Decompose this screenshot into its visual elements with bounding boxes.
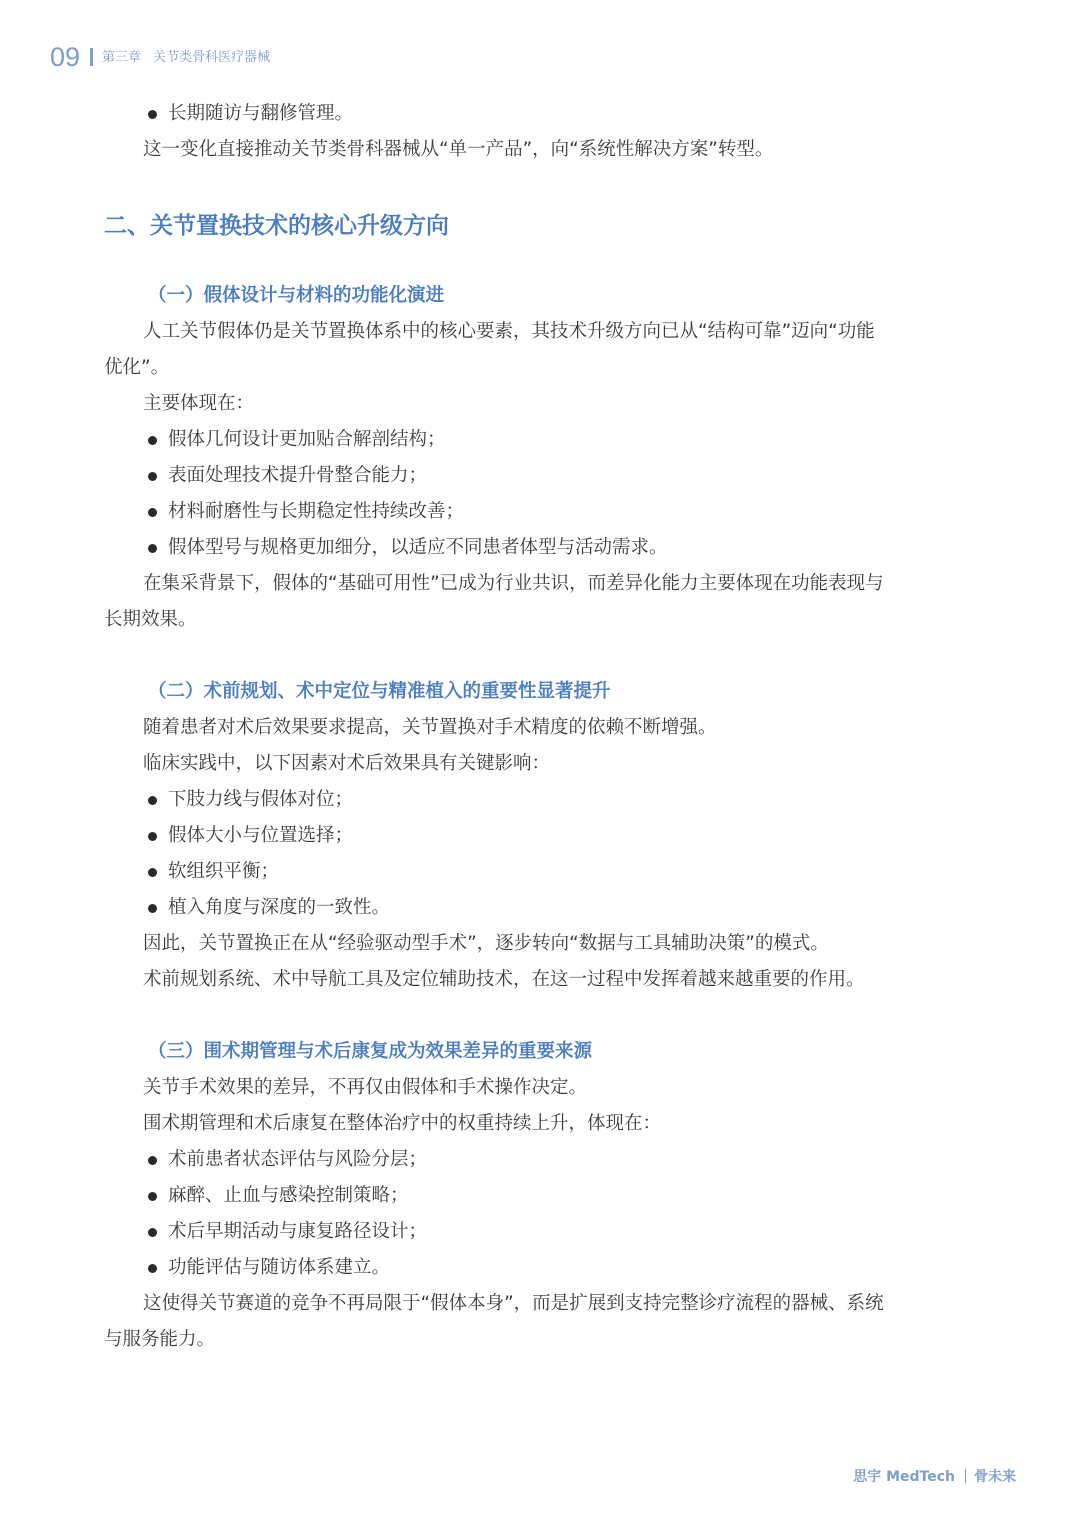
paragraph-continuation: 优化”。 <box>104 357 170 378</box>
page-footer <box>853 1466 1016 1486</box>
paragraph: 因此，关节置换正在从“经验驱动型手术”，逐步转向“数据与工具辅助决策”的模式。 <box>143 933 829 954</box>
paragraph: 在集采背景下，假体的“基础可用性”已成为行业共识，而差异化能力主要体现在功能表现与 <box>143 573 884 594</box>
list-item <box>104 458 984 494</box>
list-item <box>104 422 984 458</box>
list-item-text: 表面处理技术提升骨整合能力； <box>168 465 428 486</box>
chapter-label: 第三章 <box>102 49 142 65</box>
bullet-dot <box>148 1156 157 1165</box>
paragraph: 术前规划系统、术中导航工具及定位辅助技术，在这一过程中发挥着越来越重要的作用。 <box>143 969 865 990</box>
paragraph: 这一变化直接推动关节类骨科器械从“单一产品”，向“系统性解决方案”转型。 <box>143 139 774 160</box>
section-title: 二、关节置换技术的核心升级方向 <box>104 213 449 239</box>
paragraph: 随着患者对术后效果要求提高，关节置换对手术精度的依赖不断增强。 <box>143 717 717 738</box>
bullet-dot <box>148 796 157 805</box>
list-item-text: 长期随访与翻修管理。 <box>168 103 354 124</box>
footer-divider <box>965 1469 966 1483</box>
page-header <box>50 40 270 74</box>
paragraph: 主要体现在： <box>143 393 255 414</box>
header-divider <box>90 48 93 66</box>
list-item-text: 植入角度与深度的一致性。 <box>168 897 391 918</box>
bullet-dot <box>148 832 157 841</box>
list-item-text: 假体大小与位置选择； <box>168 825 354 846</box>
bullet-dot <box>148 1264 157 1273</box>
subsection-title: （二）术前规划、术中定位与精准植入的重要性显著提升 <box>148 681 611 702</box>
footer-brand: 思宇 MedTech <box>853 1469 955 1485</box>
paragraph: 围术期管理和术后康复在整体治疗中的权重持续上升，体现在： <box>143 1113 662 1134</box>
page-content <box>104 96 984 1358</box>
paragraph: 临床实践中，以下因素对术后效果具有关键影响： <box>143 753 551 774</box>
subsection-title: （三）围术期管理与术后康复成为效果差异的重要来源 <box>148 1041 593 1062</box>
footer-slogan: 骨未来 <box>974 1469 1016 1485</box>
chapter-title: 关节类骨科医疗器械 <box>153 49 271 65</box>
paragraph: 关节手术效果的差异，不再仅由假体和手术操作决定。 <box>143 1077 588 1098</box>
list-item-text: 材料耐磨性与长期稳定性持续改善； <box>168 501 465 522</box>
bullet-dot <box>148 110 157 119</box>
list-item-text: 下肢力线与假体对位； <box>168 789 354 810</box>
list-item-text: 术后早期活动与康复路径设计； <box>168 1221 428 1242</box>
list-item <box>104 96 984 132</box>
bullet-dot <box>148 544 157 553</box>
list-item <box>104 890 984 926</box>
bullet-dot <box>148 1228 157 1237</box>
list-item-text: 术前患者状态评估与风险分层； <box>168 1149 428 1170</box>
bullet-dot <box>148 508 157 517</box>
bullet-dot <box>148 472 157 481</box>
list-item <box>104 1178 984 1214</box>
list-item-text: 功能评估与随访体系建立。 <box>168 1257 391 1278</box>
subsection-title: （一）假体设计与材料的功能化演进 <box>148 285 445 306</box>
list-item <box>104 1250 984 1286</box>
list-item-text: 假体型号与规格更加细分，以适应不同患者体型与活动需求。 <box>168 537 668 558</box>
list-item-text: 麻醉、止血与感染控制策略； <box>168 1185 409 1206</box>
list-item <box>104 782 984 818</box>
list-item <box>104 1142 984 1178</box>
paragraph-continuation: 与服务能力。 <box>104 1329 216 1350</box>
list-item <box>104 818 984 854</box>
bullet-dot <box>148 1192 157 1201</box>
paragraph-continuation: 长期效果。 <box>104 609 197 630</box>
list-item <box>104 1214 984 1250</box>
paragraph: 人工关节假体仍是关节置换体系中的核心要素，其技术升级方向已从“结构可靠”迈向“功能 <box>143 321 875 342</box>
bullet-dot <box>148 436 157 445</box>
bullet-dot <box>148 868 157 877</box>
list-item-text: 假体几何设计更加贴合解剖结构； <box>168 429 446 450</box>
list-item <box>104 854 984 890</box>
list-item <box>104 494 984 530</box>
list-item <box>104 530 984 566</box>
bullet-dot <box>148 904 157 913</box>
page-number: 09 <box>50 41 81 72</box>
list-item-text: 软组织平衡； <box>168 861 280 882</box>
paragraph: 这使得关节赛道的竞争不再局限于“假体本身”，而是扩展到支持完整诊疗流程的器械、系统 <box>143 1293 884 1314</box>
